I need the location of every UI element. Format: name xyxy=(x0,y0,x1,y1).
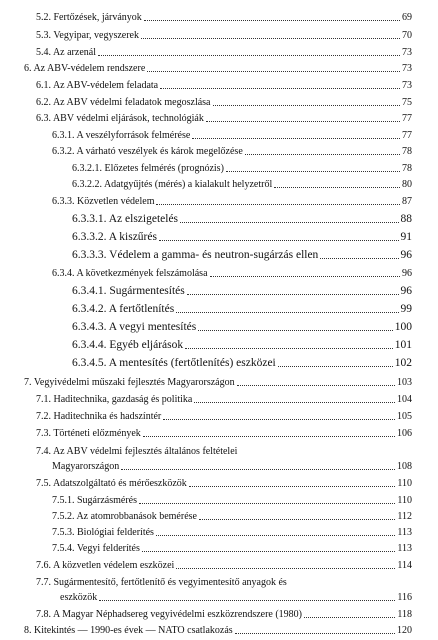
toc-entry[interactable] xyxy=(36,97,412,108)
toc-entry-page: 77 xyxy=(402,113,412,124)
toc-entry[interactable] xyxy=(52,130,412,141)
toc-entry-page: 96 xyxy=(400,249,412,261)
toc-entry[interactable] xyxy=(72,285,412,297)
toc-leader-dots xyxy=(274,187,400,188)
toc-entry[interactable] xyxy=(72,303,412,315)
toc-entry[interactable] xyxy=(52,495,412,506)
toc-entry-title: 7.4. Az ABV védelmi fejlesztés általános feltételei xyxy=(36,446,238,457)
toc-leader-dots xyxy=(159,240,399,241)
toc-entry-title: 7.5. Adatszolgáltató és mérőeszközök xyxy=(36,478,187,489)
toc-entry-title: 6.3.2. A várható veszélyek és károk megelőzése xyxy=(52,146,243,157)
toc-leader-dots xyxy=(143,436,395,437)
toc-entry-title: 5.3. Vegyipar, vegyszerek xyxy=(36,30,139,41)
toc-entry-page: 91 xyxy=(400,231,412,243)
toc-leader-dots xyxy=(147,71,400,72)
toc-entry-page: 99 xyxy=(400,303,412,315)
toc-entry[interactable] xyxy=(36,113,412,124)
toc-leader-dots xyxy=(245,154,400,155)
toc-entry-page: 118 xyxy=(397,609,412,620)
toc-leader-dots xyxy=(121,469,395,470)
toc-entry-page: 113 xyxy=(397,527,412,538)
toc-entry[interactable] xyxy=(72,339,412,351)
toc-entry[interactable] xyxy=(72,163,412,174)
toc-leader-dots xyxy=(180,222,398,223)
toc-entry-page: 73 xyxy=(402,63,412,74)
toc-entry-title: 6.2. Az ABV védelmi feladatok megoszlása xyxy=(36,97,211,108)
toc-entry-page: 100 xyxy=(394,321,412,333)
toc-entry-page: 101 xyxy=(394,339,412,351)
toc-leader-dots xyxy=(142,551,396,552)
toc-entry-title: 6.1. Az ABV-védelem feladata xyxy=(36,80,159,91)
toc-entry-title: 7.5.1. Sugárzásmérés xyxy=(52,495,137,506)
toc-entry[interactable] xyxy=(52,196,412,207)
toc-entry[interactable] xyxy=(36,12,412,23)
toc-leader-dots xyxy=(213,105,401,106)
toc-entry-title: 6.3. ABV védelmi eljárások, technológiák xyxy=(36,113,204,124)
toc-entry-page: 110 xyxy=(397,478,412,489)
toc-leader-dots xyxy=(185,348,393,349)
toc-entry-page: 105 xyxy=(397,411,412,422)
toc-leader-dots xyxy=(176,312,398,313)
toc-entry-title: 6.3.2.2. Adatgyűjtés (mérés) a kialakult helyzetről xyxy=(72,179,273,190)
toc-leader-dots xyxy=(156,204,400,205)
toc-entry-title: 6.3.4.2. A fertőtlenítés xyxy=(72,303,175,315)
toc-leader-dots xyxy=(320,258,398,259)
toc-entry-page: 77 xyxy=(402,130,412,141)
toc-entry-page: 116 xyxy=(397,592,412,603)
toc-entry[interactable] xyxy=(72,231,412,243)
toc-leader-dots xyxy=(210,276,400,277)
toc-leader-dots xyxy=(144,20,400,21)
toc-entry[interactable] xyxy=(36,446,412,457)
toc-entry[interactable] xyxy=(36,30,412,41)
toc-entry[interactable] xyxy=(72,213,412,225)
toc-leader-dots xyxy=(206,121,400,122)
toc-leader-dots xyxy=(304,617,395,618)
toc-entry-title: 6.3.3.1. Az elszigetelés xyxy=(72,213,179,225)
toc-entry[interactable] xyxy=(60,592,412,603)
toc-entry[interactable] xyxy=(36,80,412,91)
toc-entry-title: 6. Az ABV-védelem rendszere xyxy=(24,63,146,74)
toc-entry-title: 7. Vegyivédelmi műszaki fejlesztés Magyarországon xyxy=(24,377,235,388)
toc-entry-title: 7.2. Haditechnika és hadszíntér xyxy=(36,411,162,422)
toc-entry[interactable] xyxy=(52,543,412,554)
toc-entry-page: 87 xyxy=(402,196,412,207)
toc-leader-dots xyxy=(156,535,395,536)
toc-entry-title: 7.1. Haditechnika, gazdaság és politika xyxy=(36,394,193,405)
toc-entry-page: 108 xyxy=(397,461,412,472)
toc-leader-dots xyxy=(199,519,395,520)
toc-entry-title: 5.2. Fertőzések, járványok xyxy=(36,12,142,23)
toc-leader-dots xyxy=(187,294,399,295)
toc-entry-title: 5.4. Az arzenál xyxy=(36,47,96,58)
toc-entry-title: 6.3.3.3. Védelem a gamma- és neutron-sugárzás ellen xyxy=(72,249,319,261)
toc-entry[interactable] xyxy=(52,511,412,522)
toc-entry[interactable] xyxy=(72,321,412,333)
toc-leader-dots xyxy=(139,503,395,504)
toc-entry[interactable] xyxy=(52,461,412,472)
toc-leader-dots xyxy=(226,171,400,172)
toc-entry[interactable] xyxy=(36,478,412,489)
toc-leader-dots xyxy=(237,385,395,386)
toc-entry-title: 6.3.4.1. Sugármentesítés xyxy=(72,285,185,297)
toc-entry-page: 69 xyxy=(402,12,412,23)
toc-leader-dots xyxy=(278,366,393,367)
toc-entry-title: 6.3.4. A következmények felszámolása xyxy=(52,268,208,279)
toc-entry-page: 73 xyxy=(402,47,412,58)
toc-entry[interactable] xyxy=(36,411,412,422)
toc-entry-title: Magyarországon xyxy=(52,461,120,472)
toc-entry[interactable] xyxy=(36,47,412,58)
toc-entry-page: 120 xyxy=(397,625,412,636)
toc-entry[interactable] xyxy=(24,63,412,74)
toc-entry-page: 102 xyxy=(394,357,412,369)
toc-entry[interactable] xyxy=(36,394,412,405)
toc-leader-dots xyxy=(163,419,395,420)
toc-entry[interactable] xyxy=(52,268,412,279)
toc-entry-page: 104 xyxy=(397,394,412,405)
toc-entry-title: 6.3.3.2. A kiszűrés xyxy=(72,231,157,243)
toc-entry[interactable] xyxy=(72,179,412,190)
toc-leader-dots xyxy=(160,88,400,89)
toc-entry-page: 73 xyxy=(402,80,412,91)
toc-entry-page: 78 xyxy=(402,163,412,174)
toc-entry-title: 6.3.2.1. Előzetes felmérés (prognózis) xyxy=(72,163,224,174)
toc-entry-page: 110 xyxy=(397,495,412,506)
toc-leader-dots xyxy=(235,633,395,634)
toc-leader-dots xyxy=(141,38,400,39)
toc-entry-page: 78 xyxy=(402,146,412,157)
toc-entry-title: 6.3.4.3. A vegyi mentesítés xyxy=(72,321,197,333)
toc-entry-title: 7.3. Történeti előzmények xyxy=(36,428,141,439)
toc-entry-page: 96 xyxy=(400,285,412,297)
toc-leader-dots xyxy=(194,402,395,403)
toc-entry-title: 6.3.1. A veszélyforrások felmérése xyxy=(52,130,191,141)
toc-leader-dots xyxy=(198,330,392,331)
toc-entry[interactable] xyxy=(36,577,412,588)
toc-entry-title: eszközök xyxy=(60,592,98,603)
toc-entry-title: 8. Kitekintés — 1990-es évek — NATO csatlakozás xyxy=(24,625,233,636)
toc-entry-title: 7.5.3. Biológiai felderítés xyxy=(52,527,154,538)
toc-entry[interactable] xyxy=(52,527,412,538)
toc-entry[interactable] xyxy=(72,249,412,261)
toc-entry[interactable] xyxy=(24,625,412,636)
toc-entry-title: 7.5.4. Vegyi felderítés xyxy=(52,543,140,554)
toc-entry[interactable] xyxy=(36,609,412,620)
toc-leader-dots xyxy=(189,486,396,487)
toc-entry-title: 7.8. A Magyar Néphadsereg vegyivédelmi eszközrendszere (1980) xyxy=(36,609,303,620)
toc-entry-title: 6.3.4.5. A mentesítés (fertőtlenítés) eszközei xyxy=(72,357,276,369)
toc-entry-title: 6.3.3. Közvetlen védelem xyxy=(52,196,155,207)
toc-entry-title: 7.5.2. Az atomrobbanások bemérése xyxy=(52,511,197,522)
toc-leader-dots xyxy=(192,138,400,139)
toc-entry-title: 7.7. Sugármentesítő, fertőtlenítő és vegyimentesítő anyagok és xyxy=(36,577,287,588)
toc-entry[interactable] xyxy=(36,560,412,571)
toc-entry-title: 7.6. A közvetlen védelem eszközei xyxy=(36,560,175,571)
toc-entry-page: 106 xyxy=(397,428,412,439)
toc-entry[interactable] xyxy=(72,357,412,369)
toc-entry-page: 114 xyxy=(397,560,412,571)
toc-entry-page: 75 xyxy=(402,97,412,108)
toc-entry-page: 70 xyxy=(402,30,412,41)
toc-entry[interactable] xyxy=(52,146,412,157)
toc-entry-page: 96 xyxy=(402,268,412,279)
toc-leader-dots xyxy=(176,568,395,569)
toc-entry-title: 6.3.4.4. Egyéb eljárások xyxy=(72,339,184,351)
toc-entry-page: 103 xyxy=(397,377,412,388)
toc-entry-page: 112 xyxy=(397,511,412,522)
toc-entry[interactable] xyxy=(24,377,412,388)
toc-entry[interactable] xyxy=(36,428,412,439)
toc-entry-page: 80 xyxy=(402,179,412,190)
toc-entry-page: 88 xyxy=(400,213,412,225)
toc-entry-page: 113 xyxy=(397,543,412,554)
toc-leader-dots xyxy=(99,600,395,601)
toc-leader-dots xyxy=(98,55,400,56)
